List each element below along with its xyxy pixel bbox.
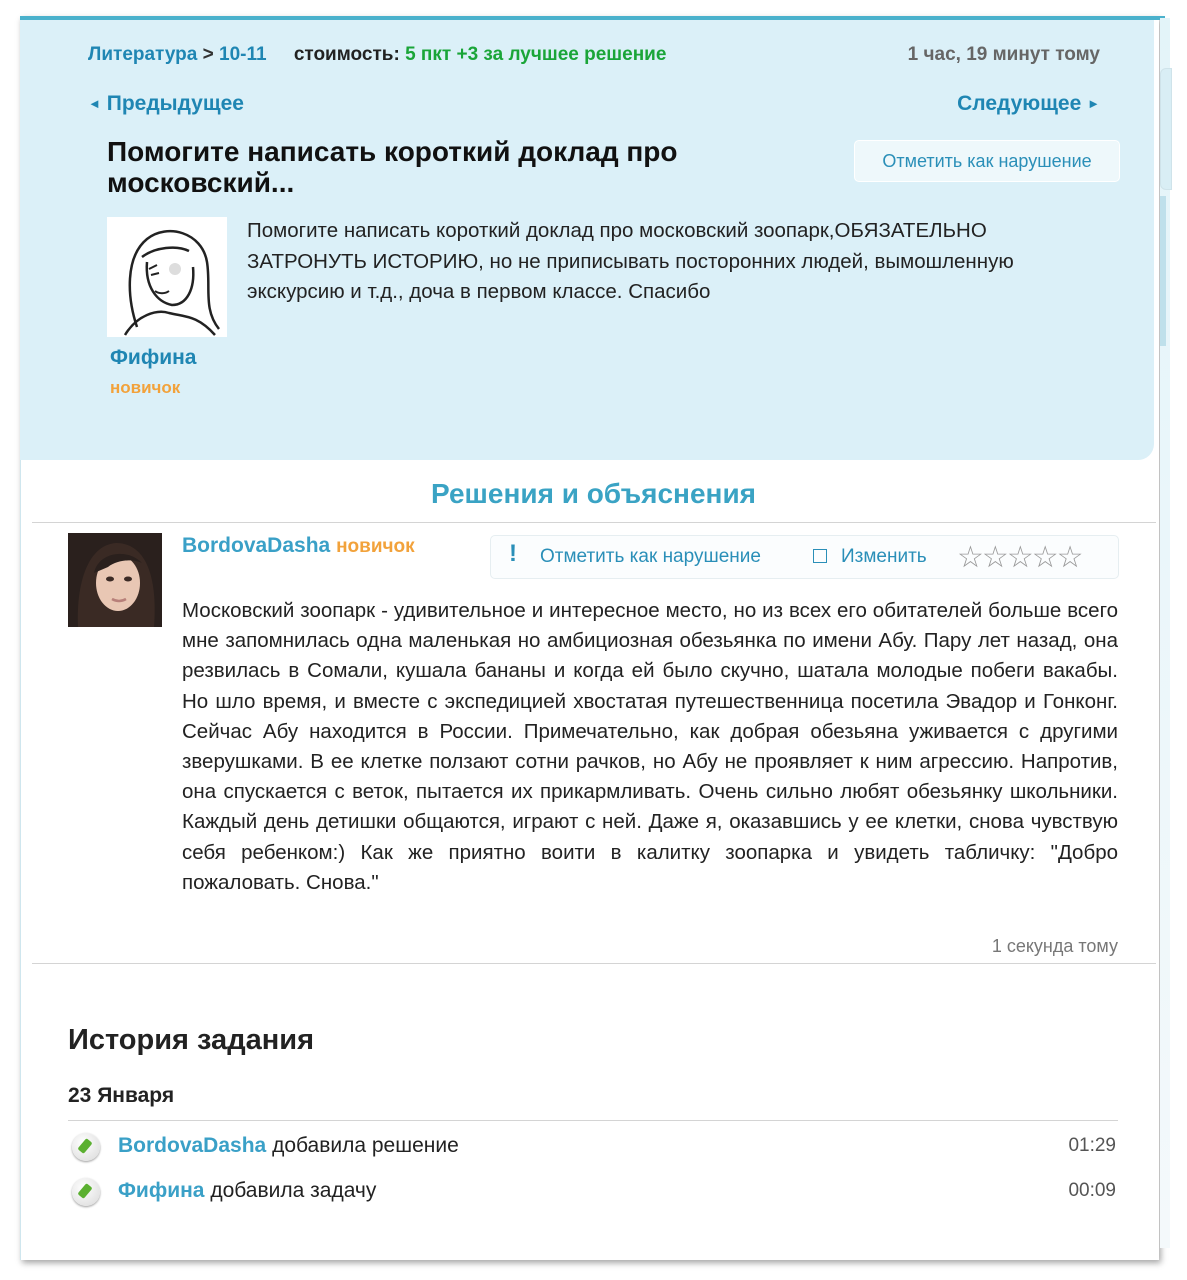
edit-checkbox-icon[interactable]	[813, 549, 827, 563]
answer-author-rank: новичок	[336, 536, 415, 557]
history-user-link[interactable]: Фифина	[118, 1179, 205, 1202]
question-author-avatar[interactable]	[107, 217, 227, 337]
history-action: добавила задачу	[210, 1179, 377, 1202]
answer-toolbar	[490, 535, 1119, 579]
answer-author-name[interactable]: BordovaDasha	[182, 534, 331, 557]
question-title: Помогите написать короткий доклад про московский...	[107, 136, 678, 198]
prev-label: Предыдущее	[106, 92, 244, 115]
report-answer-button[interactable]: Отметить как нарушение	[540, 546, 761, 567]
question-text: Помогите написать короткий доклад про московский зоопарк,ОБЯЗАТЕЛЬНО ЗАТРОНУТЬ ИСТОРИЮ, но не приписывать посторонних людей, вымошленную экскурсию и т.д., доча в первом классе. Спасибо	[247, 219, 1014, 303]
answer-divider	[32, 963, 1156, 964]
triangle-left-icon: ◄	[88, 96, 101, 111]
history-time: 00:09	[1068, 1180, 1116, 1201]
question-meta	[88, 44, 666, 66]
history-text	[118, 1179, 376, 1203]
star-icon[interactable]: ☆	[1056, 541, 1082, 574]
breadcrumb-separator: >	[202, 44, 214, 65]
grade-link[interactable]: 10-11	[219, 44, 267, 65]
history-title: История задания	[68, 1024, 314, 1056]
solutions-divider	[32, 522, 1156, 523]
star-icon[interactable]: ☆	[957, 541, 982, 574]
history-divider	[68, 1120, 1118, 1121]
history-row	[68, 1131, 1118, 1165]
pencil-icon	[72, 1133, 100, 1161]
answer-time: 1 секунда тому	[991, 936, 1118, 956]
history-time: 01:29	[1068, 1135, 1116, 1156]
prev-question-link[interactable]	[88, 92, 244, 116]
history-row	[68, 1176, 1118, 1210]
answer-author-avatar[interactable]	[68, 533, 162, 627]
pencil-icon	[72, 1178, 100, 1206]
question-author-rank: новичок	[110, 378, 181, 397]
history-user-link[interactable]: BordovaDasha	[118, 1134, 267, 1157]
report-question-button[interactable]: Отметить как нарушение	[854, 140, 1120, 182]
history-text	[118, 1134, 459, 1158]
question-panel	[20, 20, 1154, 460]
side-scroll-strip	[1160, 18, 1170, 1248]
history-date: 23 Января	[68, 1084, 175, 1107]
user-photo-icon	[68, 533, 162, 627]
solutions-heading: Решения и объяснения	[431, 478, 756, 509]
cost-value: 5 пкт +3 за лучшее решение	[405, 44, 667, 65]
answer-text: Московский зоопарк - удивительное и интересное место, но из всех его обитателей больше всего мне запомнилась одна маленькая но амбициозная обезьянка по имени Абу. Пару лет назад, она резвилась в Сомали, кушала бананы и когда ей было скучно, шатала молодые побеги вакабы. Но шло время, и вместе с экспедицией хвостатая путешественница посетила Эвадор и Гонконг. Сейчас Абу находится в России. Примечательно, как добрая обезьяна уживается с другими зверушками. В ее клетке ползают сотни рачков, но Абу не проявляет к ним агрессию. Напротив, она спускается с веток, пытается их прикармливать. Очень сильно любят обезьянку школьники. Каждый день детишки общаются, играют с ней. Даже я, оказавшись у ее клетки, снова чувствую себя ребенком:) Как же приятно воити в калитку зоопарка и увидеть табличку: "Добро пожаловать. Снова."	[182, 599, 1118, 894]
scrollbar-thumb[interactable]	[1160, 196, 1166, 346]
question-time: 1 час, 19 минут тому	[907, 44, 1100, 65]
side-tab[interactable]	[1160, 68, 1172, 190]
star-icon[interactable]: ☆	[981, 541, 1007, 574]
triangle-right-icon: ►	[1087, 96, 1100, 111]
answer-author	[182, 534, 415, 558]
edit-answer-button[interactable]: Изменить	[841, 546, 927, 567]
star-icon[interactable]: ☆	[1006, 541, 1032, 574]
rating-stars[interactable]	[957, 540, 1082, 575]
exclamation-icon: !	[509, 540, 517, 567]
history-action: добавила решение	[272, 1134, 459, 1157]
star-icon[interactable]: ☆	[1031, 541, 1057, 574]
cost-label: стоимость:	[293, 44, 400, 65]
next-label: Следующее	[957, 92, 1082, 115]
question-author-name[interactable]: Фифина	[110, 346, 197, 369]
girl-sketch-icon	[107, 217, 227, 337]
subject-link[interactable]: Литература	[88, 44, 198, 65]
next-question-link[interactable]	[957, 92, 1100, 116]
